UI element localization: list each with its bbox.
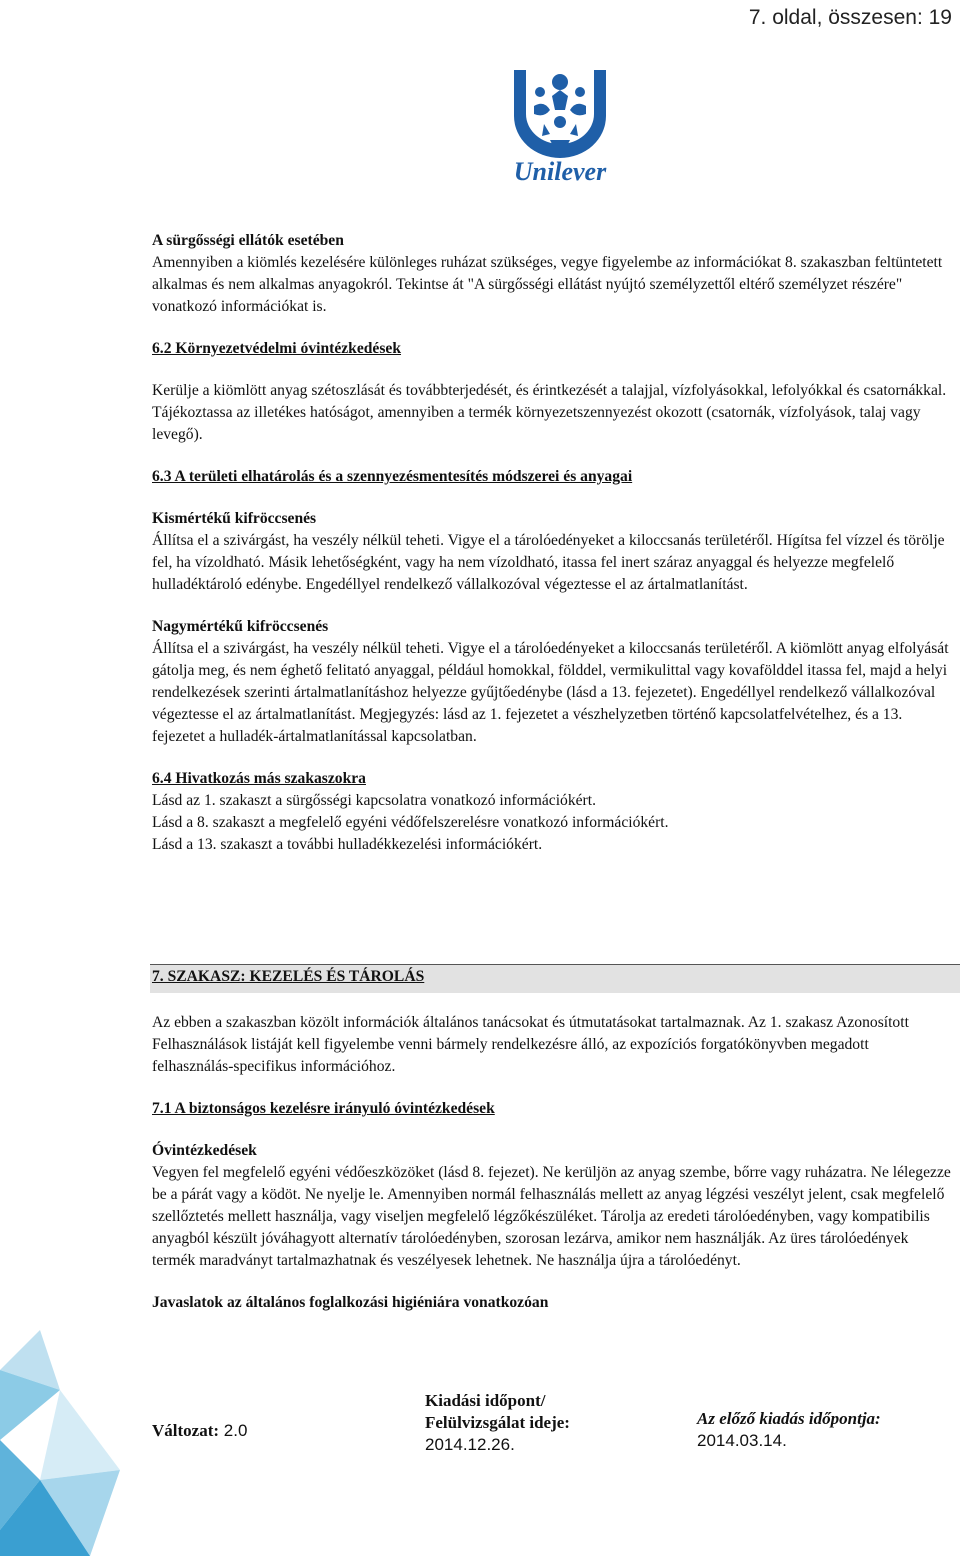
precautions-title: Óvintézkedések xyxy=(152,1142,257,1159)
small-spill-title: Kismértékű kifröccsenés xyxy=(152,510,317,527)
issue-label-1: Kiadási időpont/ xyxy=(425,1391,546,1410)
unilever-logo xyxy=(500,62,620,187)
precautions-text: Vegyen fel megfelelő egyéni védőeszközöket (lásd 8. fejezet). Ne kerüljön az anyag szembe, bőrre vagy ruházatra. Ne lélegezze be a párát vagy a ködöt. Ne nyelje le. Amennyiben normál felhasználás mellett az anyag légzési veszélyt jelent, csak megfelelő szellőztetés mellett használja, vagy viseljen megfelelő légzőkészüléket. Tárolja az eredeti tárolóedényben, vagy kompatibilis anyagból készült jóváhagyott alternatív tárolóedényben, szorosan lezárva, amikor nem használják. Az üres tárolóedények termék maradványt tartalmazhatnak és veszélyesek lehetnek. Ne használja újra a tárolóedényt. xyxy=(152,1164,951,1269)
section-6-2-title: 6.2 Környezetvédelmi óvintézkedések xyxy=(152,340,402,357)
main-content xyxy=(152,230,952,856)
section-6-4-line: Lásd a 13. szakaszt a további hulladékkezelési információkért. xyxy=(152,836,543,853)
emergency-text: Amennyiben a kiömlés kezelésére különleges ruházat szükséges, vegye figyelembe az információkat 8. szakaszban feltüntetett alkalmas és nem alkalmas anyagokról. Tekintse át "A sürgősségi ellátást nyújtó személyzettől eltérő személyzet részére" vonatkozó információkat is. xyxy=(152,254,943,315)
previous-issue-value: 2014.03.14. xyxy=(697,1431,787,1450)
section-6-3-title: 6.3 A területi elhatárolás és a szennyezésmentesítés módszerei és anyagai xyxy=(152,468,633,485)
section-6-4-title: 6.4 Hivatkozás más szakaszokra xyxy=(152,770,366,787)
version-value: 2.0 xyxy=(223,1421,248,1440)
footer-decoration xyxy=(0,1330,150,1556)
section-7-title: 7. SZAKASZ: KEZELÉS ÉS TÁROLÁS xyxy=(152,968,425,985)
section-7-1-title: 7.1 A biztonságos kezelésre irányuló óvintézkedések xyxy=(152,1100,495,1117)
footer xyxy=(152,1390,952,1470)
section-7-text: Az ebben a szakaszban közölt információk általános tanácsokat és útmutatásokat tartalmaznak. Az 1. szakasz Azonosított Felhasználások listáját kell figyelembe venni bármely rendelkezésre álló, az expozíciós forgatókönyvben megadott felhasználás-specifikus információhoz. xyxy=(152,1014,909,1075)
large-spill-text: Állítsa el a szivárgást, ha veszély nélkül teheti. Vigye el a tárolóedényeket a kiloccsanás területéről. A kiömlött anyag elfolyását gátolja meg, és nem éghető felitató anyaggal, például homokkal, földdel, vermikulittal vagy kovafölddel itassa fel, majd a helyi rendelkezések szerinti ártalmatlanításhoz helyezze gyűjtőedénybe (lásd a 13. fejezetet). Engedéllyel rendelkező vállalkozóval végeztesse el az ártalmatlanítást. Megjegyzés: lásd az 1. fejezetet a vészhelyzetben történő kapcsolatfelvételhez, és a 13. fejezetet a hulladék-ártalmatlanítással kapcsolatban. xyxy=(152,640,949,745)
emergency-title: A sürgősségi ellátók esetében xyxy=(152,232,344,249)
version-label: Változat: xyxy=(152,1421,220,1440)
issue-value: 2014.12.26. xyxy=(425,1435,515,1454)
logo-wordmark: Unilever xyxy=(513,157,607,186)
small-spill-text: Állítsa el a szivárgást, ha veszély nélkül teheti. Vigye el a tárolóedényeket a kiloccsanás területéről. Hígítsa fel vízzel és törölje fel, ha vízoldható. Másik lehetőségként, vagy ha nem vízoldható, itassa fel inert száraz anyaggal és helyezze megfelelő hulladéktároló edénybe. Engedéllyel rendelkező vállalkozóval végeztesse el az ártalmatlanítást. xyxy=(152,532,945,593)
page-indicator: 7. oldal, összesen: 19 xyxy=(748,6,952,29)
section-7-content xyxy=(152,1012,952,1314)
section-6-2-text: Kerülje a kiömlött anyag szétoszlását és továbbterjedését, és érintkezését a talajjal, vízfolyásokkal, lefolyókkal és csatornákkal. Tájékoztassa az illetékes hatóságot, amennyiben a termék környezetszennyezést okozott (csatornák, vízfolyások, talaj vagy levegő). xyxy=(152,382,947,443)
previous-issue-label: Az előző kiadás időpontja: xyxy=(697,1409,881,1428)
section-6-4-line: Lásd az 1. szakaszt a sürgősségi kapcsolatra vonatkozó információkért. xyxy=(152,792,596,809)
large-spill-title: Nagymértékű kifröccsenés xyxy=(152,618,329,635)
hygiene-title: Javaslatok az általános foglalkozási higiéniára vonatkozóan xyxy=(152,1294,549,1311)
section-6-4-line: Lásd a 8. szakaszt a megfelelő egyéni védőfelszerelésre vonatkozó információkért. xyxy=(152,814,669,831)
issue-label-2: Felülvizsgálat ideje: xyxy=(425,1413,570,1432)
